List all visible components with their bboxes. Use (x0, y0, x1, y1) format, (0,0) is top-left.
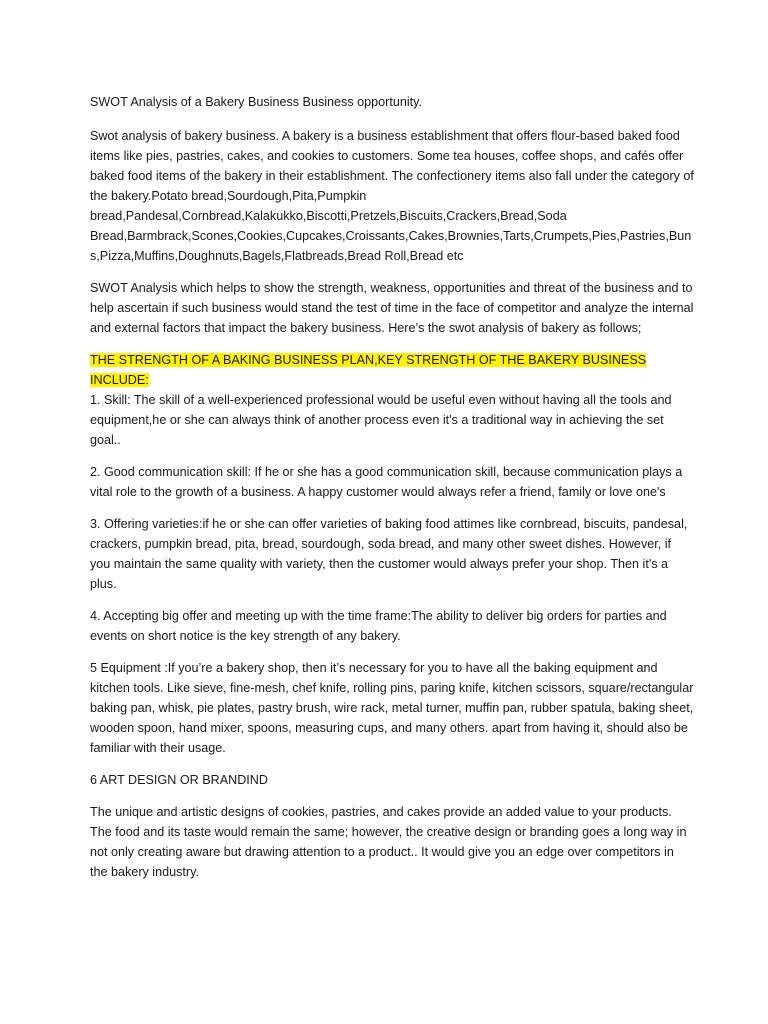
document-title: SWOT Analysis of a Bakery Business Business opportunity. (90, 95, 423, 109)
strength-heading-highlight: THE STRENGTH OF A BAKING BUSINESS PLAN,KEY STRENGTH OF THE BAKERY BUSINESS INCLUDE: (90, 353, 647, 387)
strength-heading (90, 350, 694, 390)
strength-item-big-offer: 4. Accepting big offer and meeting up with the time frame:The ability to deliver big orders for parties and events on short notice is the key strength of any bakery. (90, 609, 667, 643)
art-design-heading: 6 ART DESIGN OR BRANDIND (90, 773, 268, 787)
intro-paragraph: Swot analysis of bakery business. A bakery is a business establishment that offers flour-based baked food items like pies, pastries, cakes, and cookies to customers. Some tea houses, coffee shops, and cafés offer baked food items of the bakery in their establishment. The confectionery items also fall under the category of the bakery.Potato bread,Sourdough,Pita,Pumpkin bread,Pandesal,Cornbread,Kalakukko,Biscotti,Pretzels,Biscuits,Crackers,Bread,Soda Bread,Barmbrack,Scones,Cookies,Cupcakes,Croissants,Cakes,Brownies,Tarts,Crumpets,Pies,Pastries,Buns,Pizza,Muffins,Doughnuts,Bagels,Flatbreads,Bread Roll,Bread etc (90, 129, 694, 263)
strength-item-equipment: 5 Equipment :If you’re a bakery shop, then it’s necessary for you to have all the baking equipment and kitchen tools. Like sieve, fine-mesh, chef knife, rolling pins, paring knife, kitchen scissors, square/rectangular baking pan, whisk, pie plates, pastry brush, wire rack, metal turner, muffin pan, rubber spatula, baking sheet, wooden spoon, hand mixer, spoons, measuring cups, and many others. apart from having it, should also be familiar with their usage. (90, 661, 694, 755)
strength-item-varieties: 3. Offering varieties:if he or she can offer varieties of baking food attimes like cornbread, biscuits, pandesal, crackers, pumpkin bread, pita, bread, sourdough, soda bread, and many other sweet dishes. However, if you maintain the same quality with variety, then the customer would always prefer your shop. Then it's a plus. (90, 517, 688, 591)
strength-item-skill: 1. Skill: The skill of a well-experienced professional would be useful even without having all the tools and equipment,he or she can always think of another process even it's a traditional way in achieving the set goal.. (90, 393, 672, 447)
strength-item-communication: 2. Good communication skill: If he or she has a good communication skill, because communication plays a vital role to the growth of a business. A happy customer would always refer a friend, family or love one's (90, 465, 683, 499)
art-design-paragraph: The unique and artistic designs of cookies, pastries, and cakes provide an added value to your products. The food and its taste would remain the same; however, the creative design or branding goes a long way in not only creating aware but drawing attention to a product.. It would give you an edge over competitors in the bakery industry. (90, 805, 687, 879)
swot-paragraph: SWOT Analysis which helps to show the strength, weakness, opportunities and threat of the business and to help ascertain if such business would stand the test of time in the face of competitor and analyze the internal and external factors that impact the bakery business. Here’s the swot analysis of bakery as follows; (90, 281, 694, 335)
